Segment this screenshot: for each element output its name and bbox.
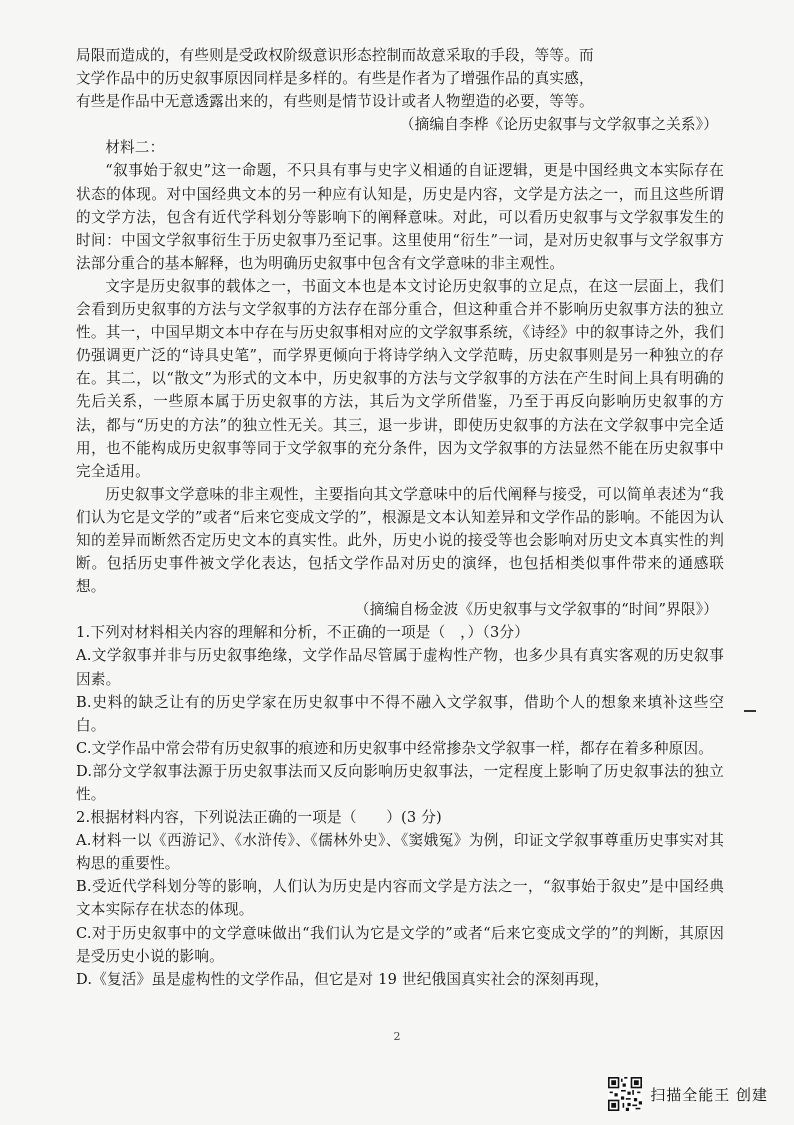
document-body [76,44,724,991]
option-c: C.对于历史叙事中的文学意味做出“我们认为它是文学的”或者“后来它变成文学的”的判断，其原因是受历史小说的影响。 [76,924,724,965]
option-b: B.受近代学科划分等的影响，人们认为历史是内容而文学是方法之一，“叙事始于叙史”是中国经典文本实际存在状态的体现。 [76,878,724,919]
option-a: A.材料一以《西游记》、《水浒传》、《儒林外史》、《窦娥冤》为例，印证文学叙事尊重历史事实对其构思的重要性。 [76,832,724,873]
option-b: B.史料的缺乏让有的历史学家在历史叙事中不得不融入文学叙事，借助个人的想象来填补这些空白。 [76,693,724,734]
brand-label: 扫描全能王 创建 [650,1085,768,1104]
question-stem: 2.根据材料内容，下列说法正确的一项是（ ）(3 分) [76,809,442,827]
paragraph: “叙事始于叙史”这一命题，不只具有事与史字义相通的自证逻辑，更是中国经典文本实际存在状态的体现。对中国经典文本的另一种应有认知是，历史是内容，文学是方法之一，而且这些所谓的文学方法，包含有近代学科划分等影响下的阐释意味。对此，可以看历史叙事与文学叙事发生的时间：中国文学叙事衍生于历史叙事乃至记事。这里使用“衍生”一词，是对历史叙事与文学叙事方法部分重合的基本解释，也为明确历史叙事中包含有文学意味的非主观性。 [76,162,724,272]
page-number: 2 [393,1030,401,1043]
qr-code-icon [608,1077,642,1111]
text-line: 局限而造成的，有些则是受政权阶级意识形态控制而故意采取的手段，等等。而 [76,47,594,64]
paragraph: 文字是历史叙事的载体之一，书面文本也是本文讨论历史叙事的立足点，在这一层面上，我们会看到历史叙事的方法与文学叙事的方法存在部分重合，但这种重合并不影响历史叙事方法的独立性。其一，中国早期文本中存在与历史叙事相对应的文学叙事系统，《诗经》中的叙事诗之外，我们仍强调更广泛的“诗具史笔”，而学界更倾向于将诗学纳入文学范畴，历史叙事则是另一种独立的存在。其二，以“散文”为形式的文本中，历史叙事的方法与文学叙事的方法在产生时间上具有明确的先后关系，一些原本属于历史叙事的方法，其后为文学所借鉴，乃至于再反向影响历史叙事的方法，都与“历史的方法”的独立性无关。其三，退一步讲，即使历史叙事的方法在文学叙事中完全适用，也不能构成历史叙事等同于文学叙事的充分条件，因为文学叙事的方法显然不能在历史叙事中完全适用。 [76,277,724,480]
material-heading: 材料二： [105,139,165,157]
question-stem: 1.下列对材料相关内容的理解和分析，不正确的一项是（ ，）（3分） [76,624,530,642]
option-c: C.文学作品中常会带有历史叙事的痕迹和历史叙事中经常掺杂文学叙事一样，都存在着多种原因。 [76,739,714,757]
option-d: D.《复活》虽是虚构性的文学作品，但它是对 19 世纪俄国真实社会的深刻再现， [76,970,610,988]
text-line: 有些是作品中无意透露出来的，有些则是情节设计或者人物塑造的必要，等等。 [76,93,594,111]
option-d: D.部分文学叙事法源于历史叙事法而又反向影响历史叙事法，一定程度上影响了历史叙事法的独立性。 [76,762,724,803]
paragraph: 历史叙事文学意味的非主观性，主要指向其文学意味中的后代阐释与接受，可以简单表述为“我们认为它是文学的”或者“后来它变成文学的”，根源是文本认知差异和文学作品的影响。不能因为认知的差异而断然否定历史文本的真实性。此外，历史小说的接受等也会影响对历史文本真实性的判断。包括历史事件被文学化表达，包括文学作品对历史的演绎，也包括相类似事件带来的通感联想。 [76,485,724,596]
source-citation: （摘编自李桦《论历史叙事与文学叙事之关系》） [399,116,718,134]
source-citation: （摘编自杨金波《历史叙事与文学叙事的“时间”界限》） [354,601,718,619]
scanner-watermark [608,1077,768,1111]
text-line: 文学作品中的历史叙事原因同样是多样的。有些是作者为了增强作品的真实感， [76,70,594,88]
stray-mark [744,710,756,712]
option-a: A.文学叙事并非与历史叙事绝缘，文学作品尽管属于虚构性产物，也多少具有真实客观的历史叙事因素。 [76,647,724,688]
